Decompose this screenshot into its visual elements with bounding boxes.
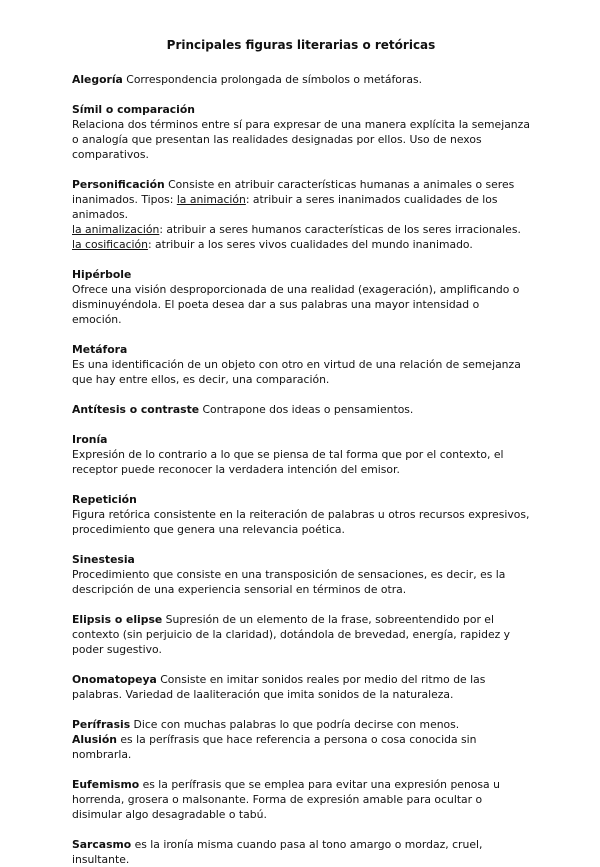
- entry-eufemismo: [72, 777, 530, 822]
- definition-antitesis: Contrapone dos ideas o pensamientos.: [199, 403, 414, 416]
- entry-repeticion: [72, 492, 530, 537]
- definition-personificacion: Consiste en atribuir características humanas a animales o seres inanimados. Tipos:: [72, 178, 515, 206]
- term-simil: Símil o comparación: [72, 103, 195, 116]
- tipo-animacion: la animación: [176, 193, 246, 206]
- entry-metafora: [72, 342, 530, 387]
- entry-sinestesia: [72, 552, 530, 597]
- term-ironia: Ironía: [72, 433, 108, 446]
- definition-sarcasmo: es la ironía misma cuando pasa al tono amargo o mordaz, cruel, insultante.: [72, 838, 483, 866]
- tipo-cosificacion: la cosificación: [72, 238, 148, 251]
- tipo-animalizacion-def: : atribuir a seres humanos características de los seres irracionales.: [159, 223, 521, 236]
- definition-simil: Relaciona dos términos entre sí para expresar de una manera explícita la semejanza o analogía que presentan las realidades designadas por ellos. Uso de nexos comparativos.: [72, 118, 530, 161]
- definition-elipsis: Supresión de un elemento de la frase, sobreentendido por el contexto (sin perjuicio de la claridad), dotándola de brevedad, energía, rapidez y poder sugestivo.: [72, 613, 511, 656]
- definition-eufemismo: es la perífrasis que se emplea para evitar una expresión penosa u horrenda, grosera o malsonante. Forma de expresión amable para ocultar o disimular algo desagradable o tabú.: [72, 778, 500, 821]
- term-sinestesia: Sinestesia: [72, 553, 135, 566]
- term-alusion: Alusión: [72, 733, 117, 746]
- definition-onomatopeya: Consiste en imitar sonidos reales por medio del ritmo de las palabras. Variedad de laaliteración que imita sonidos de la naturaleza.: [72, 673, 486, 701]
- tipo-cosificacion-def: : atribuir a los seres vivos cualidades del mundo inanimado.: [147, 238, 473, 251]
- definition-alusion: es la perífrasis que hace referencia a persona o cosa conocida sin nombrarla.: [72, 733, 477, 761]
- term-perifrasis: Perífrasis: [72, 718, 131, 731]
- entry-sarcasmo: [72, 837, 530, 867]
- term-personificacion: Personificación: [72, 178, 165, 191]
- tipo-animacion-def: : atribuir a seres inanimados cualidades de los animados.: [72, 193, 498, 221]
- tipo-animalizacion: la animalización: [72, 223, 160, 236]
- term-onomatopeya: Onomatopeya: [72, 673, 157, 686]
- term-antitesis: Antítesis o contraste: [72, 403, 200, 416]
- term-alegoria: Alegoría: [72, 73, 123, 86]
- entry-ironia: [72, 432, 530, 477]
- term-eufemismo: Eufemismo: [72, 778, 140, 791]
- definition-perifrasis: Dice con muchas palabras lo que podría decirse con menos.: [130, 718, 460, 731]
- entry-simil: [72, 102, 530, 162]
- page-title: Principales figuras literarias o retóricas: [166, 38, 436, 52]
- term-hiperbole: Hipérbole: [72, 268, 132, 281]
- term-metafora: Metáfora: [72, 343, 128, 356]
- entry-elipsis: [72, 612, 530, 657]
- definition-alegoria: Correspondencia prolongada de símbolos o metáforas.: [122, 73, 423, 86]
- term-elipsis: Elipsis o elipse: [72, 613, 163, 626]
- term-repeticion: Repetición: [72, 493, 137, 506]
- definition-ironia: Expresión de lo contrario a lo que se piensa de tal forma que por el contexto, el receptor puede reconocer la verdadera intención del emisor.: [72, 448, 504, 476]
- entry-hiperbole: [72, 267, 530, 327]
- definition-sinestesia: Procedimiento que consiste en una transposición de sensaciones, es decir, es la descripción de una experiencia sensorial en términos de otra.: [72, 568, 506, 596]
- term-sarcasmo: Sarcasmo: [72, 838, 132, 851]
- definition-metafora: Es una identificación de un objeto con otro en virtud de una relación de semejanza que hay entre ellos, es decir, una comparación.: [72, 358, 521, 386]
- entry-antitesis: [72, 402, 530, 417]
- entry-perifrasis: [72, 717, 530, 762]
- definition-repeticion: Figura retórica consistente en la reiteración de palabras u otros recursos expresivos, procedimiento que genera una relevancia poética.: [72, 508, 530, 536]
- entry-personificacion: [72, 177, 530, 252]
- entry-alegoria: [72, 72, 530, 87]
- definition-hiperbole: Ofrece una visión desproporcionada de una realidad (exageración), amplificando o disminuyéndola. El poeta desea dar a sus palabras una mayor intensidad o emoción.: [72, 283, 520, 326]
- entry-onomatopeya: [72, 672, 530, 702]
